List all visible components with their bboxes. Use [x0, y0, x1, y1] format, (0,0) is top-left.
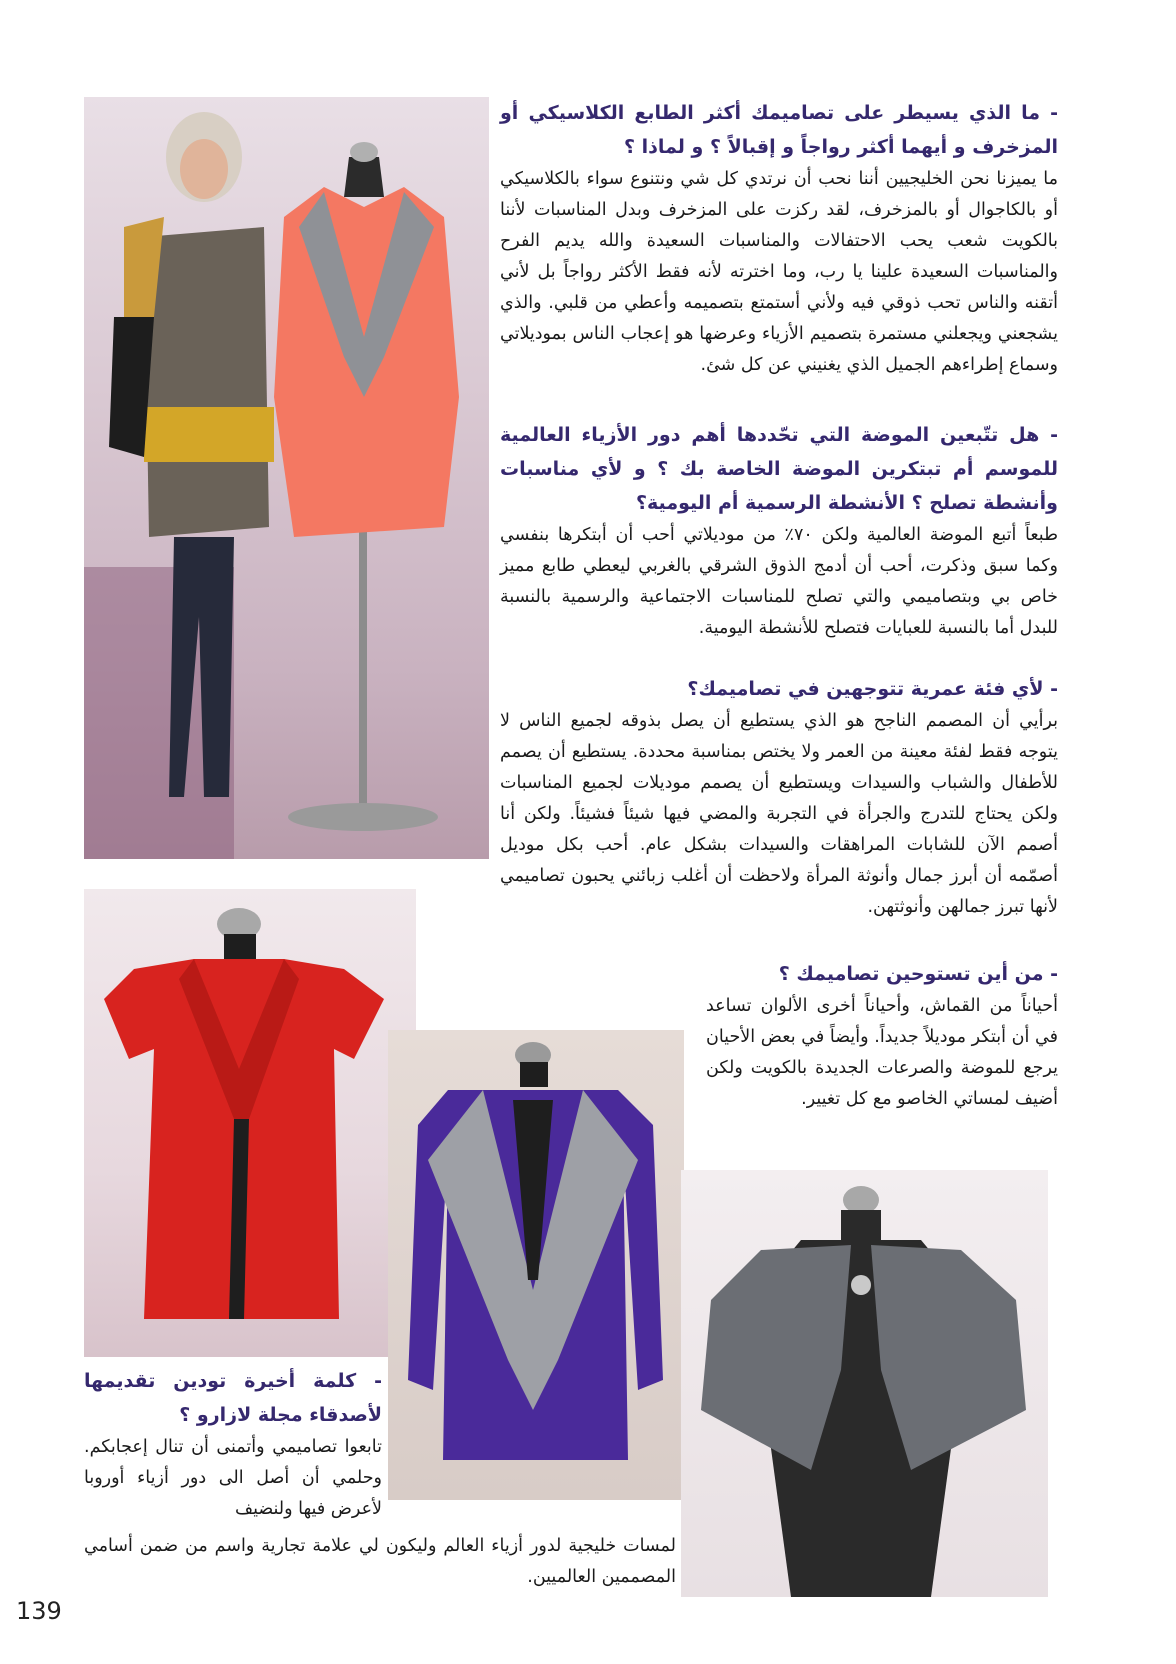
qa-section-2: [500, 418, 1058, 644]
silver-bolero-illustration: [681, 1170, 1048, 1597]
red-jacket-illustration: [84, 889, 416, 1357]
question-3: - لأي فئة عمرية تتوجهين في تصاميمك؟: [687, 678, 1058, 700]
answer-5-part-2: لمسات خليجية لدور أزياء العالم وليكون لي علامة تجارية واسم من ضمن أسامي المصممين العالميين.: [84, 1536, 676, 1587]
designer-with-mannequin-photo: [84, 97, 489, 859]
purple-jacket-illustration: [388, 1030, 684, 1500]
answer-4: أحياناً من القماش، وأحياناً أخرى الألوان تساعد في أن أبتكر موديلاً جديداً. وأيضاً في بعض الأحيان يرجع للموضة والصرعات الجديدة بالكويت ولكن أضيف لمساتي الخاصو مع كل تغيير.: [706, 996, 1058, 1109]
red-jacket-photo: [84, 889, 416, 1357]
qa-section-5: [84, 1364, 382, 1525]
question-2: - هل تتّبعين الموضة التي تحّددها أهم دور الأزياء العالمية للموسم أم تبتكرين الموضة الخاصة بك ؟ و لأي مناسبات وأنشطة تصلح ؟ الأنشطة الرسمية أم اليومية؟: [500, 424, 1058, 514]
question-4: - من أين تستوحين تصاميمك ؟: [778, 963, 1058, 985]
answer-2: طبعاً أتبع الموضة العالمية ولكن ٧٠٪ من موديلاتي أحب أن أبتكرها بنفسي وكما سبق وذكرت، أحب أن أدمج الذوق الشرقي بالغربي ليعطي طابع مميز خاص بي وبتصاميمي والتي تصلح للمناسبات الاجتماعية والرسمية بالنسبة للبدل أما بالنسبة للعبايات فتصلح للأنشطة اليومية.: [500, 525, 1058, 638]
answer-3: برأيي أن المصمم الناجح هو الذي يستطيع أن يصل بذوقه لجميع الناس لا يتوجه فقط لفئة معينة من العمر ولا يختص بمناسبة محددة. يستطيع أن يصمم للأطفال والشباب والسيدات ويستطيع أن يصمم موديلات لجميع المناسبات ولكن يحتاج للتدرج والجرأة في التجربة والمضي فيها شيئاً فشيئاً. ولكن أنا أصمم الآن للشابات المراهقات والسيدات بشكل عام. أحب بكل موديل أصمّمه أن أبرز جمال وأنوثة المرأة ولاحظت أن أغلب زبائني يحبون تصاميمي لأنها تبرز جمالهن وأنوثتهن.: [500, 711, 1058, 917]
qa-section-1: [500, 96, 1058, 381]
page-number: 139: [16, 1597, 62, 1625]
answer-1: ما يميزنا نحن الخليجيين أننا نحب أن نرتدي كل شي ونتنوع سواء بالكلاسيكي أو بالكاجوال أو بالمزخرف، لقد ركزت على المزخرف وبدل المناسبات لأننا بالكويت شعب يحب الاحتفالات والمناسبات السعيدة والله يديم الفرح والمناسبات السعيدة علينا يا رب، وما اخترته لأنه فقط الأكثر رواجاً بل لأني أتقنه والناس تحب ذوقي فيه ولأني أستمتع بتصميمه وأعطي من قلبي. والذي يشجعني ويجعلني مستمرة بتصميم الأزياء وعرضها هو إعجاب الناس بموديلاتي وسماع إطراءهم الجميل الذي يغنيني عن كل شئ.: [500, 169, 1058, 375]
qa-section-5-continued: [84, 1531, 676, 1593]
designer-illustration: [84, 97, 489, 859]
purple-jacket-photo: [388, 1030, 684, 1500]
question-5: - كلمة أخيرة تودين تقديمها لأصدقاء مجلة لازارو ؟: [84, 1370, 382, 1426]
silver-bolero-photo: [681, 1170, 1048, 1597]
qa-section-3: [500, 672, 1058, 923]
question-1: - ما الذي يسيطر على تصاميمك أكثر الطابع الكلاسيكي أو المزخرف و أيهما أكثر رواجاً و إقبالاً ؟ و لماذا ؟: [500, 102, 1058, 158]
qa-section-4: [706, 957, 1058, 1115]
answer-5-part-1: تابعوا تصاميمي وأتمنى أن تنال إعجابكم. وحلمي أن أصل الى دور أزياء أوروبا لأعرض فيها ولنضيف: [84, 1437, 382, 1519]
